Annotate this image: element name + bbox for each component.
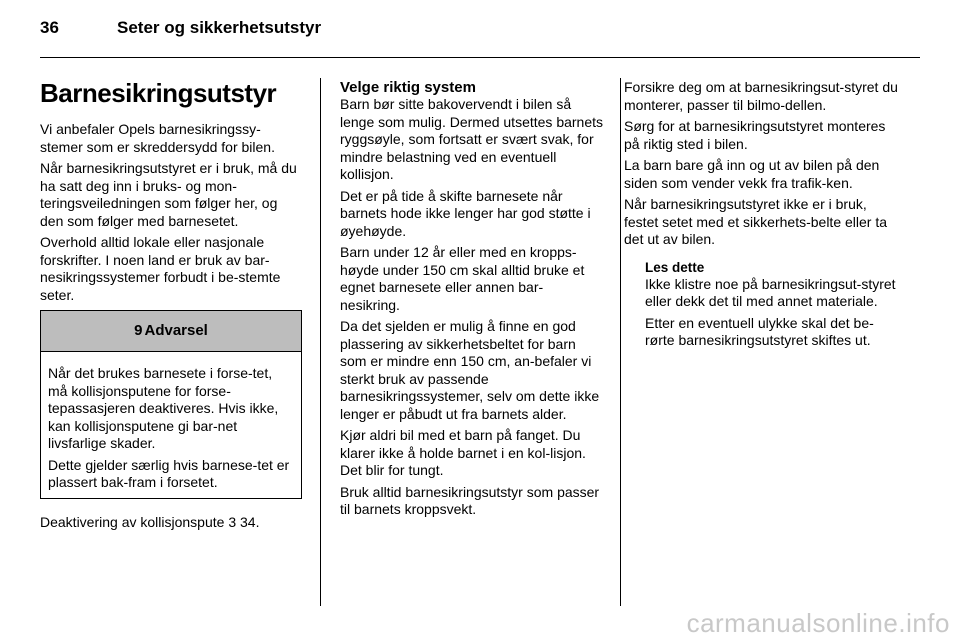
header-rule — [40, 57, 920, 58]
note-title: Les dette — [645, 259, 705, 275]
paragraph: Sørg for at barnesikringsutstyret monteres på riktig sted i bilen. — [624, 118, 886, 152]
note-paragraph: Ikke klistre noe på barnesikringsut-styret eller dekk det til med annet materiale. — [645, 275, 896, 309]
warning-header — [41, 311, 301, 352]
page-number: 36 — [40, 18, 59, 37]
column-3 — [624, 79, 900, 354]
paragraph: Barn bør sitte bakovervendt i bilen så lenge som mulig. Dermed utsettes barnets ryggsøyle, som fortsatt er svært svak, for mindre belastning ved en eventuell kollisjon. — [340, 96, 604, 182]
note-box — [645, 260, 900, 350]
paragraph: Forsikre deg om at barnesikringsut-styret du monterer, passer til bilmo-dellen. — [624, 79, 898, 113]
warning-body — [41, 352, 301, 498]
section-subtitle: Velge riktig system — [340, 79, 476, 96]
column-divider — [620, 78, 621, 606]
page-reference-link[interactable]: 34. — [240, 513, 260, 530]
warning-icon: 9 — [134, 322, 143, 340]
paragraph: Kjør aldri bil med et barn på fanget. Du klarer ikke å holde barnet i en kol-lisjon. Det blir for tungt. — [340, 427, 586, 478]
paragraph: Når barnesikringsutstyret er i bruk, må du ha satt deg inn i bruks- og mon-teringsveiledningen som følger her, og den som følger med barnesetet. — [40, 160, 297, 229]
paragraph: Barn under 12 år eller med en kropps-høyde under 150 cm skal alltid bruke et egnet barnesete eller annen bar-nesikring. — [340, 244, 585, 313]
note-paragraph: Etter en eventuell ulykke skal det be-rørte barnesikringsutstyret skiftes ut. — [645, 314, 874, 348]
column-1 — [40, 78, 302, 535]
paragraph: Vi anbefaler Opels barnesikringssy-stemer som er skreddersydd for bilen. — [40, 121, 275, 155]
warning-paragraph: Når det brukes barnesete i forse-tet, må kollisjonsputene for forse-tepassasjeren deaktiveres. Hvis ikke, kan kollisjonsputene gi bar-net livsfarlige skader. — [48, 365, 279, 451]
paragraph: Da det sjelden er mulig å finne en god plassering av sikkerhetsbeltet for barn som er mindre enn 150 cm, an-befaler vi sterkt bruk av passende barnesikringssystemer, selv om dette ikke lenger er påbudt ut fra barnets alder. — [340, 318, 600, 422]
column-divider — [320, 78, 321, 606]
warning-title: Advarsel — [144, 322, 208, 340]
warning-paragraph: Dette gjelder særlig hvis barnese-tet er plassert bak-fram i forsetet. — [48, 456, 290, 490]
paragraph: Det er på tide å skifte barnesete når barnets hode ikke lenger har god støtte i øyehøyde. — [340, 187, 591, 239]
warning-box — [40, 310, 302, 499]
paragraph: Bruk alltid barnesikringsutstyr som passer til barnets kroppsvekt. — [340, 483, 600, 517]
arrow-icon: 3 — [228, 513, 237, 530]
cross-reference-text: Deaktivering av kollisjonspute — [40, 513, 225, 530]
column-2 — [340, 79, 603, 523]
paragraph: La barn bare gå inn og ut av bilen på den siden som vender vekk fra trafik-ken. — [624, 157, 880, 191]
section-title: Seter og sikkerhetsutstyr — [117, 18, 322, 37]
paragraph: Overhold alltid lokale eller nasjonale forskrifter. I noen land er bruk av bar-nesikringssystemer forbudt i be-stemte seter. — [40, 234, 281, 303]
watermark: carmanualsonline.info — [686, 608, 950, 638]
page-header — [40, 18, 321, 38]
paragraph: Når barnesikringsutstyret ikke er i bruk, festet setet med et sikkerhets-belte eller ta det ut av bilen. — [624, 196, 888, 247]
cross-reference — [40, 514, 302, 532]
page-title: Barnesikringsutstyr — [40, 78, 277, 108]
